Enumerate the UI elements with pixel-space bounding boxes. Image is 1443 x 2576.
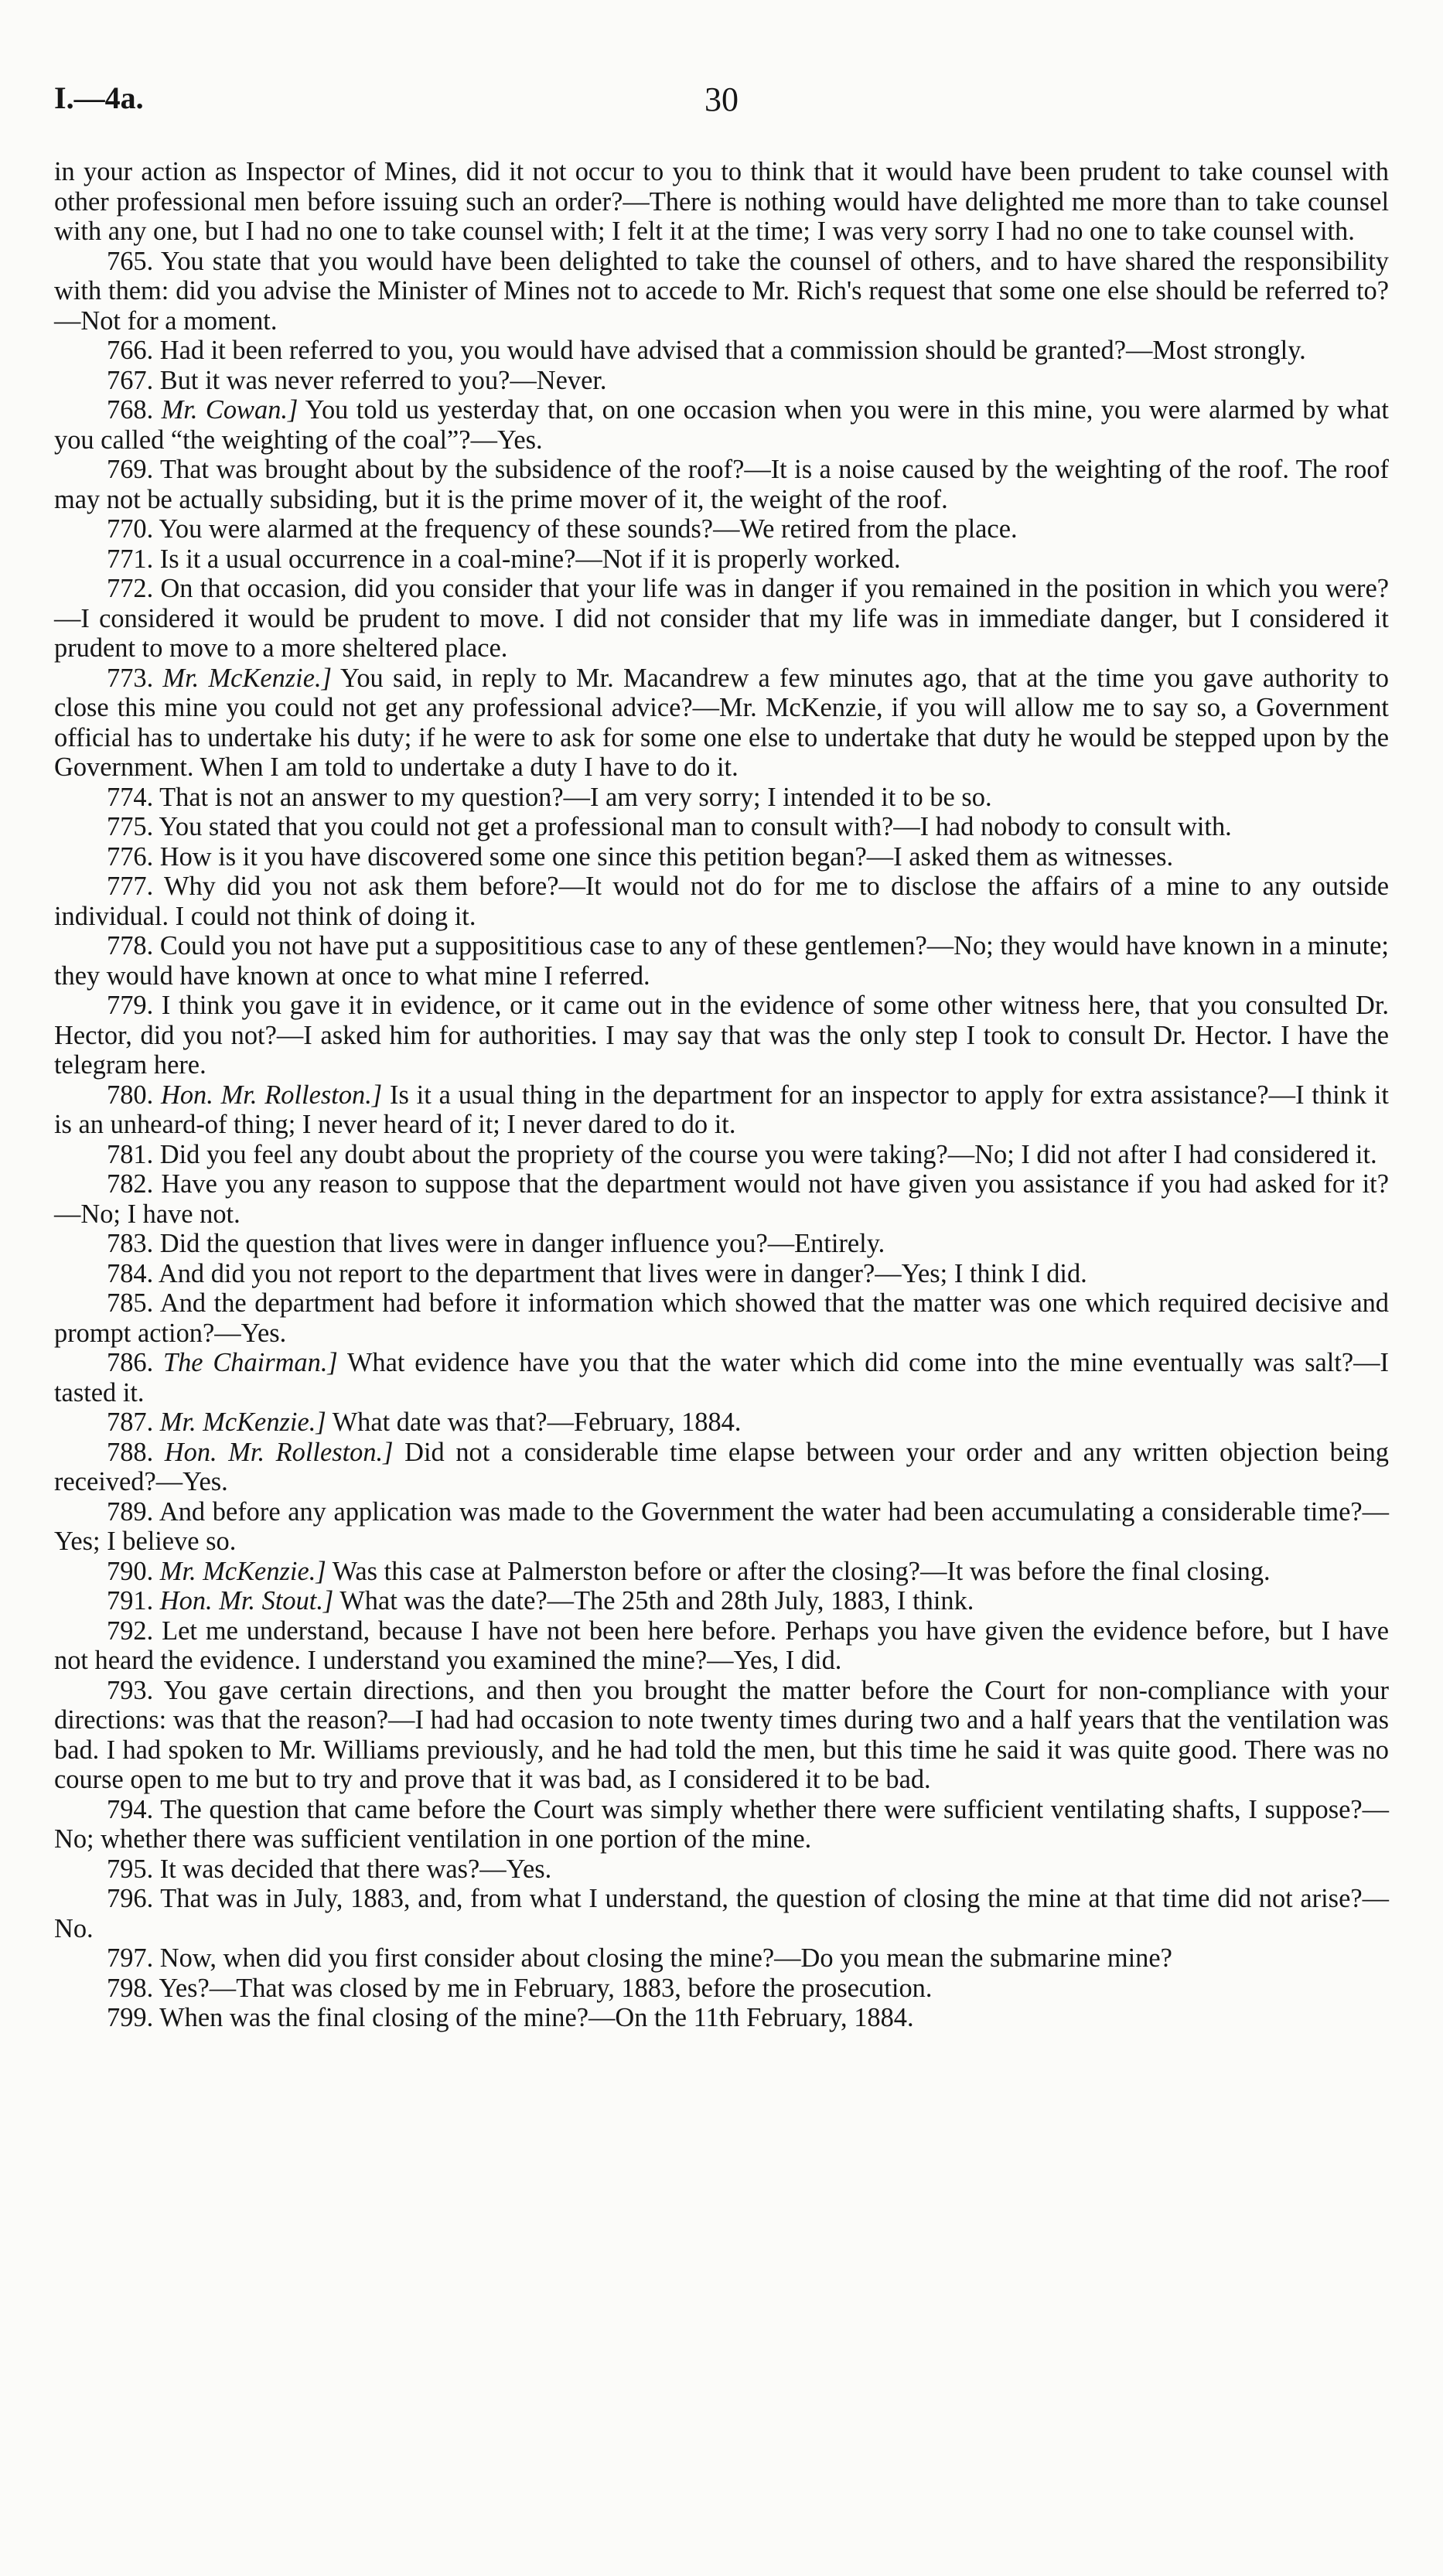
paragraph: 768. Mr. Cowan.] You told us yesterday that, on one occasion when you were in this mine, you were alarmed by what you called “the weighting of the coal”?—Yes. [54, 395, 1389, 455]
paragraph: 771. Is it a usual occurrence in a coal-mine?—Not if it is properly worked. [107, 544, 901, 574]
paragraph: 788. Hon. Mr. Rolleston.] Did not a considerable time elapse between your order and any written objection being received?—Yes. [54, 1437, 1389, 1496]
paragraph: 793. You gave certain directions, and then you brought the matter before the Court for non-compliance with your directions: was that the reason?—I had had occasion to note twenty times during two and a half years that the ventilation was bad. I had spoken to Mr. Williams previously, and he had told the men, but this time he said it was quite good. There was no course open to me but to try and prove that it was bad, as I considered it to be bad. [54, 1675, 1389, 1794]
paragraph: 787. Mr. McKenzie.] What date was that?—February, 1884. [107, 1407, 742, 1437]
page-number: 30 [704, 80, 739, 118]
paragraph: 773. Mr. McKenzie.] You said, in reply to Mr. Macandrew a few minutes ago, that at the time you gave authority to close this mine you could not get any professional advice?—Mr. McKenzie, if you will allow me to say so, a Government official has to undertake his duty; if he were to ask for some one else to undertake that duty he would be stepped upon by the Government. When I am told to undertake a duty I have to do it. [54, 663, 1389, 782]
paragraph: 781. Did you feel any doubt about the propriety of the course you were taking?—No; I did not after I had considered it. [107, 1139, 1377, 1169]
page-header [54, 73, 1389, 128]
speaker-label: Mr. McKenzie.] [162, 663, 332, 693]
paper-reference: I.—4a. [54, 80, 144, 115]
paragraph: 785. And the department had before it information which showed that the matter was one which required decisive and prompt action?—Yes. [54, 1288, 1389, 1348]
paragraph: 792. Let me understand, because I have not been here before. Perhaps you have given the evidence before, but I have not heard the evidence. I understand you examined the mine?—Yes, I did. [54, 1616, 1389, 1675]
speaker-label: Hon. Mr. Rolleston.] [164, 1437, 394, 1467]
paragraph: 765. You state that you would have been delighted to take the counsel of others, and to have shared the responsibility with them: did you advise the Minister of Mines not to accede to Mr. Rich's request that some one else should be referred to?—Not for a moment. [54, 246, 1389, 336]
paragraph: 772. On that occasion, did you consider that your life was in danger if you remained in the position in which you were?—I considered it would be prudent to move. I did not consider that my life was in immediate danger, but I considered it prudent to move to a more sheltered place. [54, 574, 1389, 663]
paragraph: 776. How is it you have discovered some one since this petition began?—I asked them as witnesses. [107, 841, 1174, 872]
paragraph: 786. The Chairman.] What evidence have you that the water which did come into the mine eventually was salt?—I tasted it. [54, 1348, 1389, 1407]
speaker-label: The Chairman.] [162, 1348, 338, 1377]
paragraph: 769. That was brought about by the subsidence of the roof?—It is a noise caused by the weighting of the roof. The roof may not be actually subsiding, but it is the prime mover of it, the weight of the roof. [54, 455, 1389, 514]
paragraph: 777. Why did you not ask them before?—It would not do for me to disclose the affairs of a mine to any outside individual. I could not think of doing it. [54, 872, 1389, 931]
paragraph: 794. The question that came before the Court was simply whether there were sufficient ventilating shafts, I suppose?—No; whether there was sufficient ventilation in one portion of the mine. [54, 1794, 1389, 1854]
speaker-label: Mr. McKenzie.] [159, 1556, 326, 1586]
paragraph: 774. That is not an answer to my question?—I am very sorry; I intended it to be so. [107, 782, 992, 812]
paragraph: 790. Mr. McKenzie.] Was this case at Palmerston before or after the closing?—It was before the final closing. [107, 1556, 1271, 1586]
paragraph: 795. It was decided that there was?—Yes. [107, 1854, 552, 1884]
speaker-label: Mr. Cowan.] [161, 395, 298, 425]
paragraph: 799. When was the final closing of the mine?—On the 11th February, 1884. [107, 2003, 914, 2032]
speaker-label: Hon. Mr. Rolleston.] [161, 1080, 383, 1110]
paragraph: 789. And before any application was made to the Government the water had been accumulating a considerable time?—Yes; I believe so. [54, 1496, 1389, 1556]
speaker-label: Mr. McKenzie.] [159, 1407, 326, 1437]
paragraph: 767. But it was never referred to you?—Never. [107, 365, 607, 395]
paragraph: 782. Have you any reason to suppose that the department would not have given you assistance if you had asked for it?—No; I have not. [54, 1169, 1389, 1229]
paragraph: 791. Hon. Mr. Stout.] What was the date?—The 25th and 28th July, 1883, I think. [107, 1586, 974, 1616]
paragraph: 784. And did you not report to the department that lives were in danger?—Yes; I think I did. [107, 1258, 1087, 1288]
paragraph: 798. Yes?—That was closed by me in February, 1883, before the prosecution. [107, 1973, 933, 2003]
paragraph: 797. Now, when did you first consider about closing the mine?—Do you mean the submarine mine? [107, 1943, 1172, 1973]
paragraph: 770. You were alarmed at the frequency of these sounds?—We retired from the place. [107, 514, 1018, 544]
paragraph: 780. Hon. Mr. Rolleston.] Is it a usual thing in the department for an inspector to apply for extra assistance?—I think it is an unheard-of thing; I never heard of it; I never dared to do it. [54, 1080, 1389, 1139]
paragraph: 766. Had it been referred to you, you would have advised that a commission should be granted?—Most strongly. [107, 336, 1306, 365]
paragraph: 796. That was in July, 1883, and, from what I understand, the question of closing the mine at that time did not arise?—No. [54, 1884, 1389, 1943]
evidence-text [54, 157, 1389, 2033]
speaker-label: Hon. Mr. Stout.] [159, 1586, 334, 1616]
paragraph: 778. Could you not have put a supposititious case to any of these gentlemen?—No; they would have known in a minute; they would have known at once to what mine I referred. [54, 931, 1389, 991]
paragraph: 775. You stated that you could not get a professional man to consult with?—I had nobody to consult with. [107, 812, 1232, 841]
paragraph: 783. Did the question that lives were in danger influence you?—Entirely. [107, 1229, 885, 1258]
paragraph: 779. I think you gave it in evidence, or it came out in the evidence of some other witness here, that you consulted Dr. Hector, did you not?—I asked him for authorities. I may say that was the only step I took to consult Dr. Hector. I have the telegram here. [54, 991, 1389, 1080]
paragraph: in your action as Inspector of Mines, did it not occur to you to think that it would have been prudent to take counsel with other professional men before issuing such an order?—There is nothing would have delighted me more than to take counsel with any one, but I had no one to take counsel with; I felt it at the time; I was very sorry I had no one to take counsel with. [54, 157, 1389, 246]
